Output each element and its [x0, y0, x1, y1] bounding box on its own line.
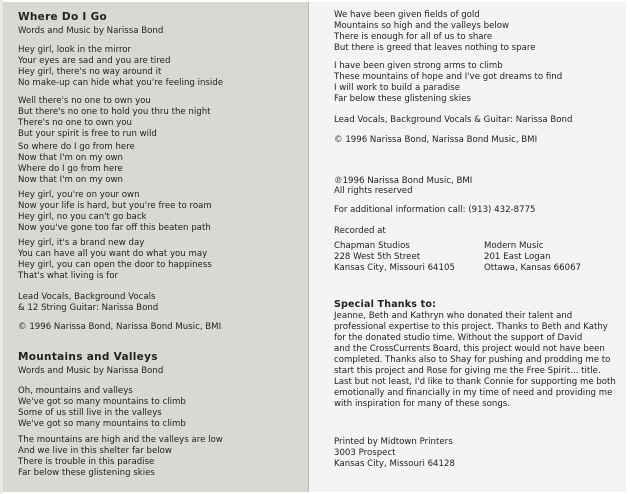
thanks-heading: Special Thanks to: — [334, 299, 437, 310]
song2-stanza-3 — [334, 10, 536, 54]
lyric-line: Hey girl, you're on your own — [18, 190, 140, 200]
lyric-line: Now that I'm on my own — [18, 175, 123, 185]
lyric-line: Hey girl, you can open the door to happiness — [18, 260, 212, 270]
song1-stanza-3 — [18, 142, 135, 186]
lyric-line: We have been given fields of gold — [334, 10, 480, 20]
printer-line: 3003 Prospect — [334, 448, 396, 458]
lyric-line: Some of us still live in the valleys — [18, 408, 162, 418]
address-line: Kansas City, Missouri 64105 — [334, 263, 455, 273]
song1-performer-credits — [18, 292, 158, 314]
thanks-line: for the donated studio time. Without the support of David — [334, 333, 583, 343]
lyric-line: Hey girl, there's no way around it — [18, 67, 162, 77]
lyric-line: There is enough for all of us to share — [334, 32, 493, 42]
address-line: 201 East Logan — [484, 252, 551, 262]
song2-stanza-2 — [18, 435, 223, 479]
lyric-line: And we live in this shelter far below — [18, 446, 172, 456]
address-line: Modern Music — [484, 241, 544, 251]
thanks-line: and the CrossCurrents Board, this project would not have been — [334, 344, 605, 354]
lyric-line: There's no one to own you — [18, 118, 132, 128]
song1-title: Where Do I Go — [18, 11, 108, 23]
lyric-line: Mountains so high and the valleys below — [334, 21, 510, 31]
song1-stanza-5 — [18, 238, 212, 282]
lyric-line: Hey girl, look in the mirror — [18, 45, 132, 55]
address-line: Ottawa, Kansas 66067 — [484, 263, 582, 273]
thanks-line: start this project and Rose for giving me the Free Spirit... title. — [334, 366, 601, 376]
lyric-line: Where do I go from here — [18, 164, 123, 174]
thanks-line: emotionally and financially in my time of need and providing me — [334, 388, 613, 398]
song1-credit: Words and Music by Narissa Bond — [18, 26, 164, 36]
lyric-line: Hey girl, no you can't go back — [18, 212, 147, 222]
printer-block — [334, 437, 455, 470]
studio-1-address — [334, 241, 455, 274]
printer-line: Kansas City, Missouri 64128 — [334, 459, 455, 469]
credit-line: & 12 String Guitar: Narissa Bond — [18, 303, 159, 313]
address-line: Chapman Studios — [334, 241, 410, 251]
thanks-line: professional expertise to this project. Thanks to Beth and Kathy — [334, 322, 608, 332]
studio-2-address — [484, 241, 581, 274]
lyric-line: Far below these glistening skies — [334, 94, 471, 104]
lyric-line: These mountains of hope and I've got dreams to find — [334, 72, 563, 82]
rights-line: All rights reserved — [334, 186, 413, 196]
lyric-line: The mountains are high and the valleys are low — [18, 435, 223, 445]
song2-stanza-1 — [18, 386, 186, 430]
left-panel — [3, 2, 309, 492]
song2-stanza-4 — [334, 61, 562, 105]
printer-line: Printed by Midtown Printers — [334, 437, 453, 447]
lyric-line: Your eyes are sad and you are tired — [18, 56, 171, 66]
song1-stanza-2 — [18, 96, 211, 140]
rights-block — [334, 176, 472, 196]
thanks-line: Last but not least, I'd like to thank Connie for supporting me both — [334, 377, 616, 387]
song2-performer-credits: Lead Vocals, Background Vocals & Guitar: Narissa Bond — [334, 115, 573, 125]
phonogram-line: ℗1996 Narissa Bond Music, BMI — [334, 176, 473, 186]
song2-copyright: © 1996 Narissa Bond, Narissa Bond Music, BMI — [334, 135, 538, 145]
lyric-line: I will work to build a paradise — [334, 83, 461, 93]
lyric-line: But there's no one to hold you thru the night — [18, 107, 211, 117]
lyric-line: I have been given strong arms to climb — [334, 61, 503, 71]
lyric-line: We've got so many mountains to climb — [18, 419, 186, 429]
lyric-line: Far below these glistening skies — [18, 468, 155, 478]
recorded-heading: Recorded at — [334, 226, 386, 236]
address-line: 228 West 5th Street — [334, 252, 421, 262]
thanks-line: with inspiration for many of these songs. — [334, 399, 511, 409]
lyric-line: But your spirit is free to run wild — [18, 129, 157, 139]
lyric-line: Now that I'm on my own — [18, 153, 123, 163]
lyric-line: That's what living is for — [18, 271, 119, 281]
lyric-line: So where do I go from here — [18, 142, 135, 152]
credit-line: Lead Vocals, Background Vocals — [18, 292, 156, 302]
song2-credit: Words and Music by Narissa Bond — [18, 366, 164, 376]
lyric-line: There is trouble in this paradise — [18, 457, 155, 467]
song1-copyright: © 1996 Narissa Bond, Narissa Bond Music, BMI — [18, 322, 222, 332]
lyric-line: Now your life is hard, but you're free to roam — [18, 201, 212, 211]
song1-stanza-1 — [18, 45, 223, 89]
lyric-line: No make-up can hide what you're feeling inside — [18, 78, 224, 88]
contact-info: For additional information call: (913) 432-8775 — [334, 205, 536, 215]
lyric-line: Now you've gone too far off this beaten path — [18, 223, 211, 233]
thanks-line: Jeanne, Beth and Kathryn who donated their talent and — [334, 311, 573, 321]
thanks-line: completed. Thanks also to Shay for pushing and prodding me to — [334, 355, 611, 365]
lyric-line: You can have all you want do what you may — [18, 249, 208, 259]
lyric-line: Well there's no one to own you — [18, 96, 151, 106]
lyric-line: We've got so many mountains to climb — [18, 397, 186, 407]
lyric-line: Oh, mountains and valleys — [18, 386, 133, 396]
song2-title: Mountains and Valleys — [18, 351, 158, 363]
thanks-body — [334, 311, 616, 410]
lyric-line: But there is greed that leaves nothing to spare — [334, 43, 536, 53]
lyric-line: Hey girl, it's a brand new day — [18, 238, 145, 248]
right-panel — [309, 2, 626, 492]
song1-stanza-4 — [18, 190, 212, 234]
